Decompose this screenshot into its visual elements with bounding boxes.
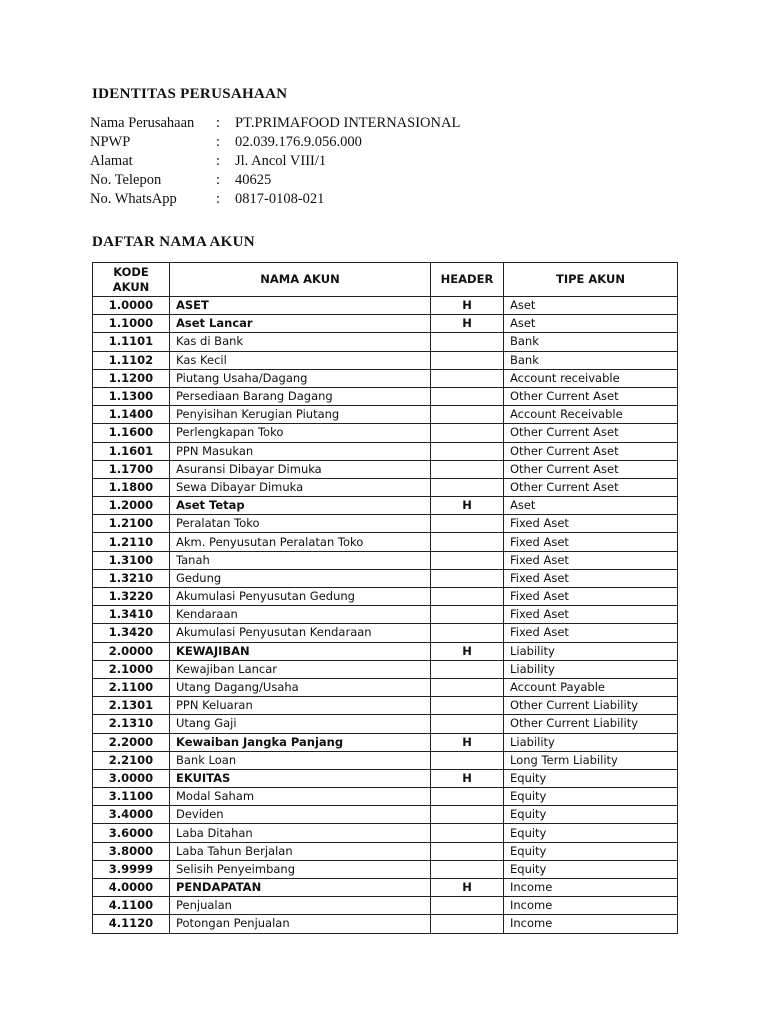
info-colon: : <box>216 191 221 207</box>
table-row <box>93 460 678 478</box>
account-name-cell: Bank Loan <box>170 751 431 769</box>
table-row <box>93 569 678 587</box>
account-code-cell: 1.0000 <box>93 297 170 315</box>
account-code-cell: 2.1000 <box>93 660 170 678</box>
account-type-cell: Fixed Aset <box>504 569 678 587</box>
account-code-cell: 4.0000 <box>93 879 170 897</box>
info-value: 02.039.176.9.056.000 <box>235 134 362 150</box>
header-flag-cell <box>431 860 504 878</box>
table-row <box>93 624 678 642</box>
table-row <box>93 678 678 696</box>
account-code-cell: 2.1310 <box>93 715 170 733</box>
info-colon: : <box>216 172 221 188</box>
account-type-cell: Bank <box>504 351 678 369</box>
account-type-cell: Account Receivable <box>504 406 678 424</box>
account-name-cell: Penyisihan Kerugian Piutang <box>170 406 431 424</box>
account-name-cell: Akm. Penyusutan Peralatan Toko <box>170 533 431 551</box>
table-row <box>93 478 678 496</box>
table-row <box>93 860 678 878</box>
company-info-list <box>90 114 690 209</box>
account-name-cell: Akumulasi Penyusutan Gedung <box>170 588 431 606</box>
account-code-cell: 3.6000 <box>93 824 170 842</box>
account-name-cell: Laba Ditahan <box>170 824 431 842</box>
account-name-cell: PPN Masukan <box>170 442 431 460</box>
account-code-cell: 1.3410 <box>93 606 170 624</box>
account-name-cell: Kewaiban Jangka Panjang <box>170 733 431 751</box>
account-type-cell: Income <box>504 915 678 933</box>
info-label: Nama Perusahaan <box>90 115 195 131</box>
table-row <box>93 515 678 533</box>
account-type-cell: Fixed Aset <box>504 588 678 606</box>
header-flag-cell <box>431 606 504 624</box>
account-type-cell: Aset <box>504 497 678 515</box>
header-flag-cell: H <box>431 642 504 660</box>
account-name-cell: Modal Saham <box>170 788 431 806</box>
header-flag-cell <box>431 806 504 824</box>
column-header-type: TIPE AKUN <box>504 263 678 297</box>
account-code-cell: 1.3420 <box>93 624 170 642</box>
account-type-cell: Equity <box>504 806 678 824</box>
account-name-cell: Akumulasi Penyusutan Kendaraan <box>170 624 431 642</box>
account-type-cell: Aset <box>504 297 678 315</box>
account-name-cell: Selisih Penyeimbang <box>170 860 431 878</box>
info-value: Jl. Ancol VIII/1 <box>235 153 327 169</box>
account-name-cell: Deviden <box>170 806 431 824</box>
account-type-cell: Other Current Aset <box>504 478 678 496</box>
header-flag-cell <box>431 624 504 642</box>
table-row <box>93 551 678 569</box>
account-name-cell: Aset Lancar <box>170 315 431 333</box>
table-row <box>93 315 678 333</box>
account-code-cell: 1.1101 <box>93 333 170 351</box>
info-row <box>90 133 690 152</box>
header-flag-cell <box>431 460 504 478</box>
account-type-cell: Other Current Aset <box>504 387 678 405</box>
info-label: No. WhatsApp <box>90 191 177 207</box>
table-row <box>93 642 678 660</box>
account-name-cell: ASET <box>170 297 431 315</box>
header-flag-cell: H <box>431 733 504 751</box>
table-row <box>93 897 678 915</box>
account-code-cell: 3.1100 <box>93 788 170 806</box>
table-row <box>93 788 678 806</box>
header-flag-cell <box>431 842 504 860</box>
table-row <box>93 606 678 624</box>
table-row <box>93 369 678 387</box>
account-type-cell: Fixed Aset <box>504 551 678 569</box>
account-code-cell: 3.8000 <box>93 842 170 860</box>
table-row <box>93 497 678 515</box>
account-code-cell: 3.4000 <box>93 806 170 824</box>
account-type-cell: Fixed Aset <box>504 533 678 551</box>
account-code-cell: 2.1301 <box>93 697 170 715</box>
table-row <box>93 588 678 606</box>
account-code-cell: 1.1800 <box>93 478 170 496</box>
account-code-cell: 1.1102 <box>93 351 170 369</box>
account-code-cell: 1.1700 <box>93 460 170 478</box>
header-flag-cell <box>431 442 504 460</box>
info-row <box>90 114 690 133</box>
header-flag-cell <box>431 424 504 442</box>
table-row <box>93 769 678 787</box>
account-code-cell: 1.3220 <box>93 588 170 606</box>
table-row <box>93 424 678 442</box>
account-name-cell: Tanah <box>170 551 431 569</box>
company-identity-heading: IDENTITAS PERUSAHAAN <box>92 86 288 102</box>
account-code-cell: 1.1200 <box>93 369 170 387</box>
header-flag-cell <box>431 369 504 387</box>
account-type-cell: Equity <box>504 860 678 878</box>
table-row <box>93 806 678 824</box>
table-row <box>93 915 678 933</box>
account-code-cell: 3.9999 <box>93 860 170 878</box>
account-code-cell: 2.0000 <box>93 642 170 660</box>
header-flag-cell: H <box>431 769 504 787</box>
table-row <box>93 351 678 369</box>
account-code-cell: 1.3210 <box>93 569 170 587</box>
table-header-row <box>93 263 678 297</box>
table-row <box>93 824 678 842</box>
info-value: PT.PRIMAFOOD INTERNASIONAL <box>235 115 461 131</box>
header-flag-cell <box>431 678 504 696</box>
account-type-cell: Equity <box>504 788 678 806</box>
account-name-cell: KEWAJIBAN <box>170 642 431 660</box>
header-flag-cell: H <box>431 497 504 515</box>
account-name-cell: Asuransi Dibayar Dimuka <box>170 460 431 478</box>
table-row <box>93 297 678 315</box>
account-code-cell: 1.2110 <box>93 533 170 551</box>
account-code-cell: 1.2100 <box>93 515 170 533</box>
account-name-cell: Kas Kecil <box>170 351 431 369</box>
table-row <box>93 387 678 405</box>
account-code-cell: 1.1400 <box>93 406 170 424</box>
account-name-cell: Utang Gaji <box>170 715 431 733</box>
account-type-cell: Other Current Aset <box>504 442 678 460</box>
header-flag-cell <box>431 515 504 533</box>
account-code-cell: 2.1100 <box>93 678 170 696</box>
account-type-cell: Other Current Liability <box>504 697 678 715</box>
column-header-header: HEADER <box>431 263 504 297</box>
info-row <box>90 190 690 209</box>
table-row <box>93 751 678 769</box>
account-code-cell: 1.1601 <box>93 442 170 460</box>
account-name-cell: Potongan Penjualan <box>170 915 431 933</box>
column-header-name: NAMA AKUN <box>170 263 431 297</box>
account-code-cell: 1.2000 <box>93 497 170 515</box>
account-code-cell: 2.2100 <box>93 751 170 769</box>
header-flag-cell <box>431 351 504 369</box>
account-name-cell: Aset Tetap <box>170 497 431 515</box>
account-type-cell: Account receivable <box>504 369 678 387</box>
account-code-cell: 4.1100 <box>93 897 170 915</box>
account-code-cell: 1.3100 <box>93 551 170 569</box>
info-row <box>90 171 690 190</box>
account-type-cell: Long Term Liability <box>504 751 678 769</box>
account-type-cell: Equity <box>504 824 678 842</box>
table-row <box>93 715 678 733</box>
header-flag-cell <box>431 588 504 606</box>
account-type-cell: Liability <box>504 733 678 751</box>
header-flag-cell <box>431 551 504 569</box>
account-type-cell: Fixed Aset <box>504 515 678 533</box>
table-row <box>93 333 678 351</box>
table-row <box>93 879 678 897</box>
account-type-cell: Equity <box>504 842 678 860</box>
account-name-cell: Peralatan Toko <box>170 515 431 533</box>
header-flag-cell: H <box>431 315 504 333</box>
account-name-cell: Kendaraan <box>170 606 431 624</box>
header-flag-cell <box>431 333 504 351</box>
table-row <box>93 442 678 460</box>
header-flag-cell <box>431 569 504 587</box>
account-name-cell: Sewa Dibayar Dimuka <box>170 478 431 496</box>
account-type-cell: Liability <box>504 660 678 678</box>
header-flag-cell <box>431 660 504 678</box>
account-code-cell: 2.2000 <box>93 733 170 751</box>
account-type-cell: Fixed Aset <box>504 606 678 624</box>
info-colon: : <box>216 115 221 131</box>
header-flag-cell <box>431 915 504 933</box>
account-type-cell: Fixed Aset <box>504 624 678 642</box>
account-type-cell: Bank <box>504 333 678 351</box>
account-name-cell: Persediaan Barang Dagang <box>170 387 431 405</box>
account-name-cell: Perlengkapan Toko <box>170 424 431 442</box>
table-row <box>93 406 678 424</box>
account-name-cell: Laba Tahun Berjalan <box>170 842 431 860</box>
header-flag-cell <box>431 533 504 551</box>
header-flag-cell: H <box>431 879 504 897</box>
account-code-cell: 1.1600 <box>93 424 170 442</box>
account-name-cell: Kas di Bank <box>170 333 431 351</box>
account-name-cell: EKUITAS <box>170 769 431 787</box>
info-colon: : <box>216 153 221 169</box>
header-flag-cell <box>431 406 504 424</box>
account-type-cell: Income <box>504 897 678 915</box>
info-value: 40625 <box>235 172 272 188</box>
table-row <box>93 842 678 860</box>
account-type-cell: Other Current Aset <box>504 460 678 478</box>
info-value: 0817-0108-021 <box>235 191 325 207</box>
header-flag-cell <box>431 387 504 405</box>
account-type-cell: Account Payable <box>504 678 678 696</box>
account-code-cell: 3.0000 <box>93 769 170 787</box>
info-label: No. Telepon <box>90 172 162 188</box>
account-name-cell: Penjualan <box>170 897 431 915</box>
account-type-cell: Income <box>504 879 678 897</box>
account-code-cell: 1.1000 <box>93 315 170 333</box>
account-type-cell: Equity <box>504 769 678 787</box>
column-header-code: KODE AKUN <box>93 263 170 297</box>
account-list-heading: DAFTAR NAMA AKUN <box>92 234 255 250</box>
account-code-cell: 4.1120 <box>93 915 170 933</box>
info-colon: : <box>216 134 221 150</box>
header-flag-cell <box>431 897 504 915</box>
header-flag-cell <box>431 751 504 769</box>
account-code-cell: 1.1300 <box>93 387 170 405</box>
header-flag-cell <box>431 697 504 715</box>
account-type-cell: Aset <box>504 315 678 333</box>
account-type-cell: Liability <box>504 642 678 660</box>
info-row <box>90 152 690 171</box>
header-flag-cell: H <box>431 297 504 315</box>
header-flag-cell <box>431 478 504 496</box>
account-name-cell: Utang Dagang/Usaha <box>170 678 431 696</box>
header-flag-cell <box>431 715 504 733</box>
table-row <box>93 533 678 551</box>
account-name-cell: Kewajiban Lancar <box>170 660 431 678</box>
header-flag-cell <box>431 824 504 842</box>
account-type-cell: Other Current Aset <box>504 424 678 442</box>
info-label: Alamat <box>90 153 133 169</box>
table-row <box>93 697 678 715</box>
table-row <box>93 660 678 678</box>
account-name-cell: Gedung <box>170 569 431 587</box>
account-name-cell: PENDAPATAN <box>170 879 431 897</box>
chart-of-accounts-table <box>92 262 678 934</box>
header-flag-cell <box>431 788 504 806</box>
account-type-cell: Other Current Liability <box>504 715 678 733</box>
info-label: NPWP <box>90 134 131 150</box>
account-name-cell: Piutang Usaha/Dagang <box>170 369 431 387</box>
table-row <box>93 733 678 751</box>
account-name-cell: PPN Keluaran <box>170 697 431 715</box>
